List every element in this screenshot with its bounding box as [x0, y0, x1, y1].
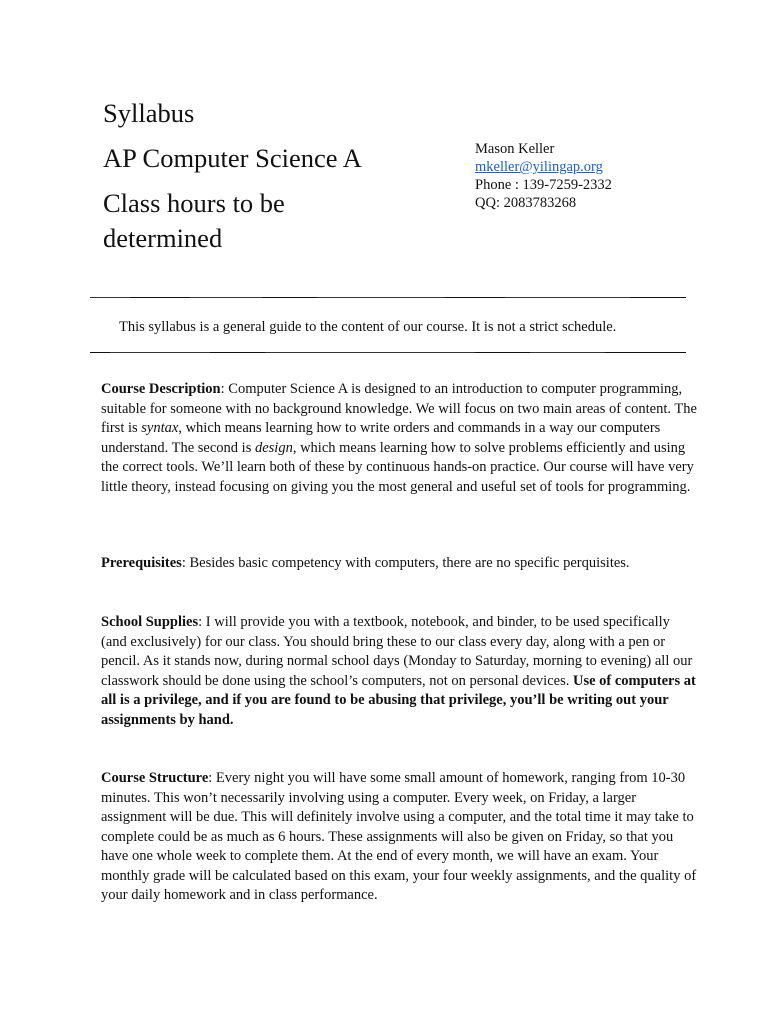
course-structure-text: : Every night you will have some small amount of homework, ranging from 10-30 minutes. This won’t necessarily involving using a computer. Every week, on Friday, a larger assignment will be due. This will definitely involve using a computer, and the total time it may take to complete could be as much as 6 hours. These assignments will also be given on Friday, so that you have one whole week to complete them. At the end of every month, we will have an exam. Your monthly grade will be calculated based on this exam, your four weekly assignments, and the quality of your daily homework and in class performance. [101, 770, 697, 903]
course-description-label: Course Description [101, 381, 221, 397]
title-syllabus: Syllabus [103, 98, 195, 128]
divider-top-accent [445, 297, 505, 298]
syllabus-note: This syllabus is a general guide to the content of our course. It is not a strict schedule. [119, 319, 617, 335]
contact-block [475, 140, 612, 212]
divider-top-accent [130, 297, 190, 298]
divider-top-accent [262, 297, 317, 298]
course-structure-label: Course Structure [101, 770, 209, 786]
teacher-phone: Phone : 139-7259-2332 [475, 177, 612, 193]
section-prerequisites [101, 554, 697, 574]
prerequisites-label: Prerequisites [101, 555, 182, 571]
title-class-hours-line-2: determined [103, 223, 223, 253]
title-class-hours-line-1: Class hours to be [103, 188, 285, 218]
section-school-supplies [101, 613, 697, 730]
course-description-text: : Computer Science A is designed to an introduction to computer programming, suitable for someone with no background knowledge. We will focus on two main areas of content. The first is [101, 381, 697, 436]
divider-bottom-accent [210, 352, 265, 353]
teacher-qq: QQ: 2083783268 [475, 195, 577, 211]
teacher-name: Mason Keller [475, 141, 555, 157]
course-description-text: , which means learning how to write orders and commands in a way our computers understand. The second is [101, 420, 661, 456]
section-course-structure [101, 769, 697, 906]
prerequisites-text: : Besides basic competency with computers, there are no specific perquisites. [181, 555, 630, 571]
title-block [103, 96, 443, 256]
teacher-email-link[interactable]: mkeller@yilingap.org [475, 159, 603, 175]
divider-top-accent [630, 297, 686, 298]
school-supplies-label: School Supplies [101, 614, 199, 630]
title-class-hours [103, 186, 443, 256]
school-supplies-warning: Use of computers at all is a privilege, and if you are found to be abusing that privilege, you’ll be writing out your assignments by hand. [101, 672, 696, 728]
divider-bottom [90, 352, 686, 353]
divider-bottom-accent [90, 352, 110, 353]
divider-bottom-accent [475, 352, 530, 353]
course-description-text: , which means learning how to solve problems efficiently and using the correct tools. We’ll learn both of these by continuous hands-on practice. Our course will have very little theory, instead focusing on giving you the most general and useful set of tools for programming. [101, 439, 694, 495]
course-description-design: design [254, 439, 293, 456]
section-course-description [101, 380, 697, 497]
title-course-name: AP Computer Science A [103, 143, 362, 173]
course-description-syntax: syntax [141, 420, 179, 436]
divider-bottom-accent [605, 352, 686, 353]
school-supplies-text: : I will provide you with a textbook, notebook, and binder, to be used specifically (and exclusively) for our class. You should bring these to our class every day, along with a pen or pencil. As it stands now, during normal school days (Monday to Saturday, morning to evening) all our classwork should be done using the school’s computers, not on personal devices. [101, 614, 693, 689]
